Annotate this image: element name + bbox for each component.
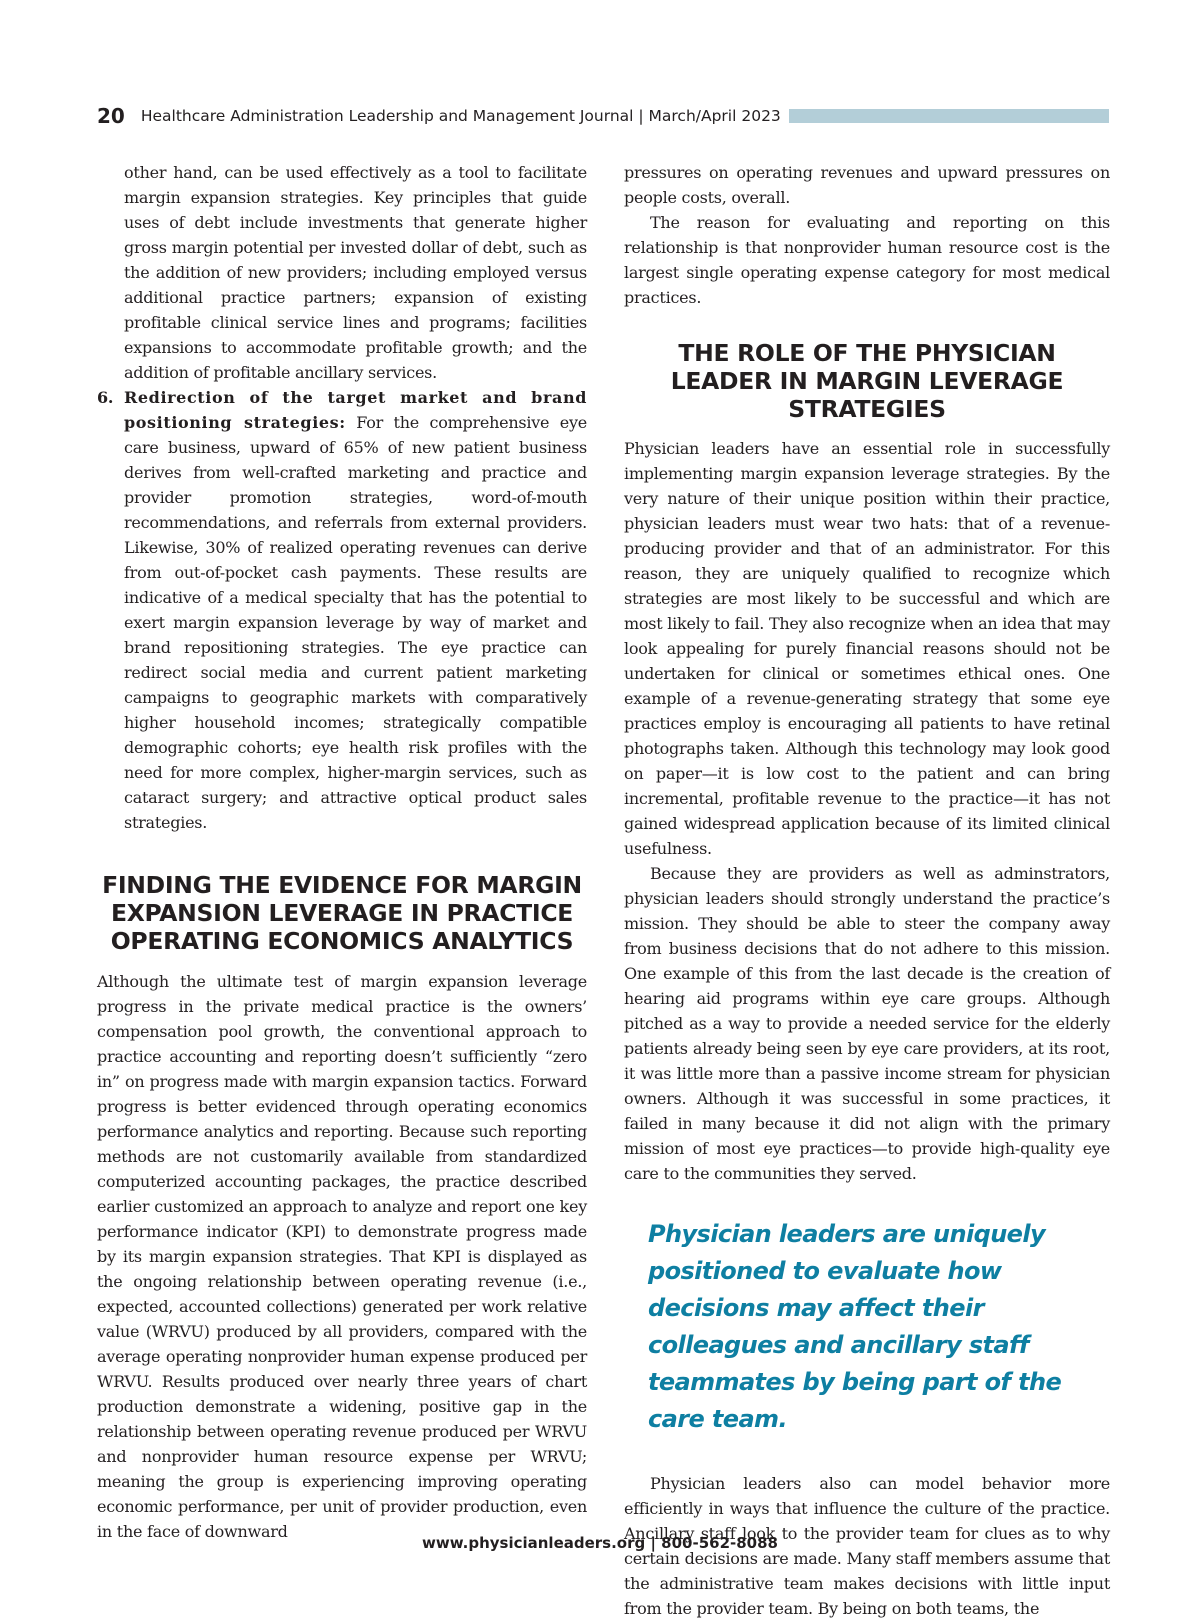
- continued-paragraph: pressures on operating revenues and upward pressures on people costs, overall.: [624, 163, 1110, 207]
- list-item-6: [97, 385, 587, 835]
- list-item-title: Redirection of the target market and brand positioning strategies:: [124, 388, 587, 432]
- journal-title: Healthcare Administration Leadership and Management Journal | March/April 2023: [140, 107, 781, 125]
- page-footer: www.physicianleaders.org | 800-562-8088: [422, 1534, 778, 1552]
- list-number: 6.: [97, 388, 114, 407]
- section-heading-evidence: FINDING THE EVIDENCE FOR MARGIN EXPANSION LEVERAGE IN PRACTICE OPERATING ECONOMICS ANALYTICS: [102, 871, 582, 955]
- body-paragraph: Because they are providers as well as adminstrators, physician leaders should strongly understand the practice’s mission. They should be able to steer the company away from business decisions that do not adhere to this mission. One example of this from the last decade is the creation of hearing aid programs within eye care groups. Although pitched as a way to provide a needed service for the elderly patients already being seen by eye care providers, at its root, it was little more than a passive income stream for physician owners. Although it was successful in some practices, it failed in many because it did not align with the primary mission of most eye practices—to provide high-quality eye care to the communities they served.: [624, 864, 1110, 1183]
- pull-quote: Physician leaders are uniquely positioned to evaluate how decisions may affect their colleagues and ancillary staff teammates by being part of the care team.: [648, 1220, 1062, 1433]
- list-item-text: For the comprehensive eye care business, upward of 65% of new patient business derives from well-crafted marketing and practice and provider promotion strategies, word-of-mouth recommendations, and referrals from external providers. Likewise, 30% of realized operating revenues can derive from out-of-pocket cash payments. These results are indicative of a medical specialty that has the potential to exert margin expansion leverage by way of market and brand repositioning strategies. The eye practice can redirect social media and current patient marketing campaigns to geographic markets with comparatively higher household incomes; strategically compatible demographic cohorts; eye health risk profiles with the need for more complex, higher-margin services, such as cataract surgery; and attractive optical product sales strategies.: [124, 413, 587, 832]
- right-column: [624, 160, 1110, 1621]
- body-paragraph: Physician leaders also can model behavior more efficiently in ways that influence the culture of the practice. Ancillary staff look to the provider team for clues as to why certain decisions are made. Many staff members assume that the administrative team makes decisions with little input from the provider team. By being on both teams, the: [624, 1474, 1110, 1618]
- continued-paragraph: other hand, can be used effectively as a tool to facilitate margin expansion strategies. Key principles that guide uses of debt include investments that generate higher gross margin potential per invested dollar of debt, such as the addition of new providers; including employed versus additional practice partners; expansion of existing profitable clinical service lines and programs; facilities expansions to accommodate profitable growth; and the addition of profitable ancillary services.: [124, 163, 587, 382]
- header-accent-bar: [789, 109, 1109, 123]
- body-paragraph: The reason for evaluating and reporting on this relationship is that nonprovider human resource cost is the largest single operating expense category for most medical practices.: [624, 213, 1110, 307]
- page-number: 20: [97, 104, 125, 128]
- body-paragraph: Physician leaders have an essential role in successfully implementing margin expansion leverage strategies. By the very nature of their unique position within their practice, physician leaders must wear two hats: that of a revenue-producing provider and that of an administrator. For this reason, they are uniquely qualified to recognize which strategies are most likely to be successful and which are most likely to fail. They also recognize when an idea that may look appealing for purely financial reasons should not be undertaken for clinical or sometimes ethical ones. One example of a revenue-generating strategy that some eye practices employ is encouraging all patients to have retinal photographs taken. Although this technology may look good on paper—it is low cost to the patient and can bring incremental, profitable revenue to the practice—it has not gained widespread application because of its limited clinical usefulness.: [624, 439, 1110, 858]
- section-heading-physician-leader: THE ROLE OF THE PHYSICIAN LEADER IN MARGIN LEVERAGE STRATEGIES: [670, 339, 1064, 423]
- body-paragraph: Although the ultimate test of margin expansion leverage progress in the private medical practice is the owners’ compensation pool growth, the conventional approach to practice accounting and reporting doesn’t sufficiently “zero in” on progress made with margin expansion tactics. Forward progress is better evidenced through operating economics performance analytics and reporting. Because such reporting methods are not customarily available from standardized computerized accounting packages, the practice described earlier customized an approach to analyze and report one key performance indicator (KPI) to demonstrate progress made by its margin expansion strategies. That KPI is displayed as the ongoing relationship between operating revenue (i.e., expected, accounted collections) generated per work relative value (WRVU) produced by all providers, compared with the average operating nonprovider human expense produced per WRVU. Results produced over nearly three years of chart production demonstrate a widening, positive gap in the relationship between operating revenue produced per WRVU and nonprovider human resource expense per WRVU; meaning the group is experiencing improving operating economic performance, per unit of provider production, even in the face of downward: [97, 972, 587, 1541]
- left-column: [97, 160, 587, 1544]
- page-header: [97, 101, 1109, 131]
